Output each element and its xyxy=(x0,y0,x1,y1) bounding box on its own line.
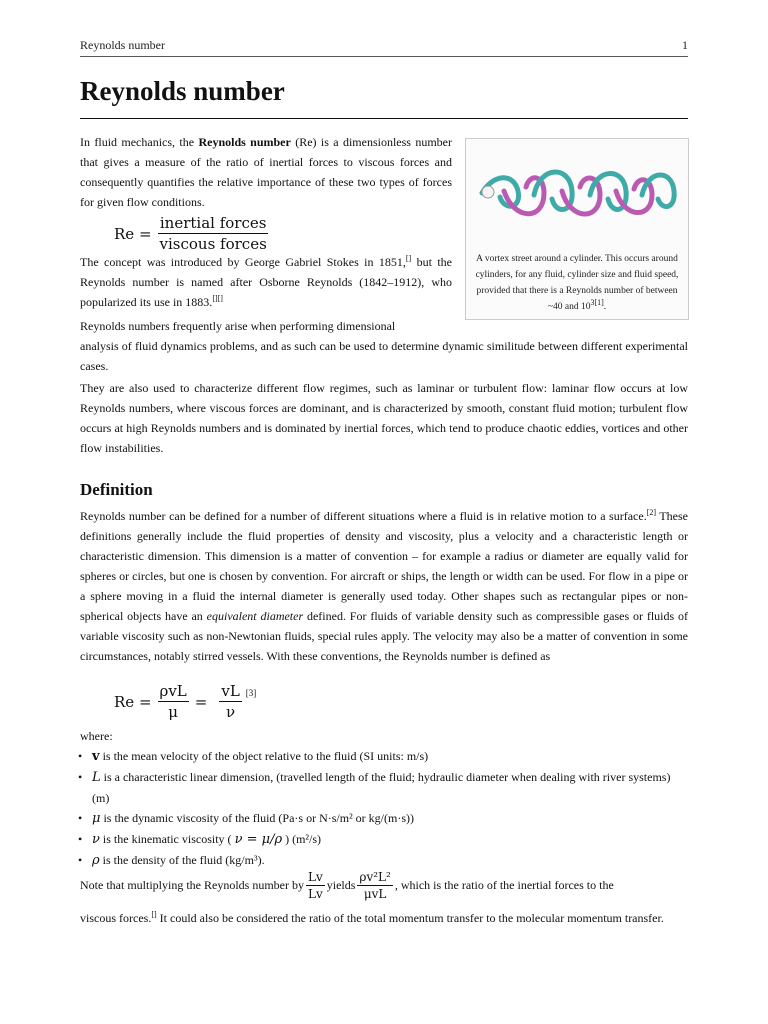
equation-reynolds-definition: Re = $\frac{\text{ρvL}}{\mu}$ = $\frac{vL}{\nu}$ [3] xyxy=(114,682,257,721)
citation-link[interactable]: [1] xyxy=(594,297,604,307)
citation-link[interactable]: [] xyxy=(405,254,412,263)
flow-regimes-paragraph: They are also used to characterize different flow regimes, such as laminar or turbulent flow: laminar flow occurs at low Reynolds numbers, where viscous forces are dominant, and is characterized by smooth, constant fluid motion; turbulent flow occurs at high Reynolds numbers and is dominated by inertial forces, which tend to produce chaotic eddies, vortices and other flow instabilities. xyxy=(80,381,688,455)
eq1-numerator: inertial forces xyxy=(159,214,267,232)
page-title: Reynolds number xyxy=(80,76,285,106)
list-item: • v is the mean velocity of the object relative to the fluid (SI units: m/s) xyxy=(80,746,688,767)
list-item: • ν is the kinematic viscosity ( ν = μ/ρ ) (m²/s) xyxy=(80,829,688,850)
citation-link[interactable]: [] xyxy=(151,910,157,919)
page-number: 1 xyxy=(682,38,688,52)
history-paragraph: The concept was introduced by George Gabriel Stokes in 1851,[] but the Reynolds number is named after Osborne Reynolds (1842–1912), who popularized its use in 1883.[][] xyxy=(80,254,452,309)
header-divider xyxy=(80,56,688,57)
term-reynolds-number: Reynolds number xyxy=(198,135,291,149)
eq1-denominator: viscous forces xyxy=(159,235,267,253)
variable-list xyxy=(80,746,688,871)
note-paragraph: Note that multiplying the Reynolds number by $\frac{Lv}{Lv}$ yields $\frac{\text{ρv²L²}}{\text{μvL}}$ , which is the ratio of the inertial forces to the xyxy=(80,870,614,901)
definition-paragraph: Reynolds number can be defined for a number of different situations where a fluid is in relative motion to a surface.[2] These definitions generally include the fluid properties of density and viscosity, plus a velocity and a characteristic length or characteristic dimension. This dimension is a matter of convention – for example a radius or diameter are equally valid for spheres or circles, but one is chosen by convention. For aircraft or ships, the length or width can be used. For flow in a pipe or a sphere moving in a fluid the internal diameter is generally used today. Other shapes such as rectangular pipes or non-spherical objects have an equivalent diameter defined. For fluids of variable density such as compressible gases or fluids of variable viscosity such as non-Newtonian fluids, special rules apply. The velocity may also be a matter of convention in some circumstances, notably stirred vessels. With these conventions, the Reynolds number is defined as xyxy=(80,508,689,663)
section-heading-definition: Definition xyxy=(80,480,153,499)
intro-paragraph: In fluid mechanics, the Reynolds number (Re) is a dimensionless number that gives a measure of the ratio of inertial forces to viscous forces and consequently quantifies the relative importance of these two types of forces for given flow conditions. xyxy=(80,135,453,209)
equation-inertial-over-viscous: Re = $\frac{\text{inertial forces}}{\text{viscous forces}}$ xyxy=(114,214,267,253)
link-equivalent-diameter[interactable]: equivalent diameter xyxy=(206,609,304,623)
dimensional-paragraph-start: Reynolds numbers frequently arise when performing dimensional xyxy=(80,319,396,333)
citation-link[interactable]: [3] xyxy=(245,688,257,698)
title-divider xyxy=(80,118,688,119)
vortex-street-image xyxy=(474,151,680,231)
citation-link[interactable]: [][] xyxy=(212,294,223,303)
running-title: Reynolds number xyxy=(80,38,165,52)
running-header xyxy=(80,38,688,53)
citation-link[interactable]: [2] xyxy=(646,508,657,517)
list-item: • L is a characteristic linear dimension, (travelled length of the fluid; hydraulic diameter when dealing with river systems) (m) xyxy=(80,767,688,808)
dimensional-paragraph-cont: analysis of fluid dynamics problems, and as such can be used to determine dynamic similitude between different experimental cases. xyxy=(80,339,688,373)
list-item: • μ is the dynamic viscosity of the fluid (Pa·s or N·s/m² or kg/(m·s)) xyxy=(80,808,688,829)
list-item: • ρ is the density of the fluid (kg/m³). xyxy=(80,850,688,871)
where-label: where: xyxy=(80,729,113,743)
figure-caption: A vortex street around a cylinder. This occurs around cylinders, for any fluid, cylinder size and fluid speed, provided that there is a Reynolds number of between ~40 and $10^{3[1]}$. xyxy=(475,254,679,312)
vortex-street-figure xyxy=(465,138,689,320)
note-paragraph-cont: viscous forces.[] It could also be considered the ratio of the total momentum transfer to the molecular momentum transfer. xyxy=(80,910,664,925)
